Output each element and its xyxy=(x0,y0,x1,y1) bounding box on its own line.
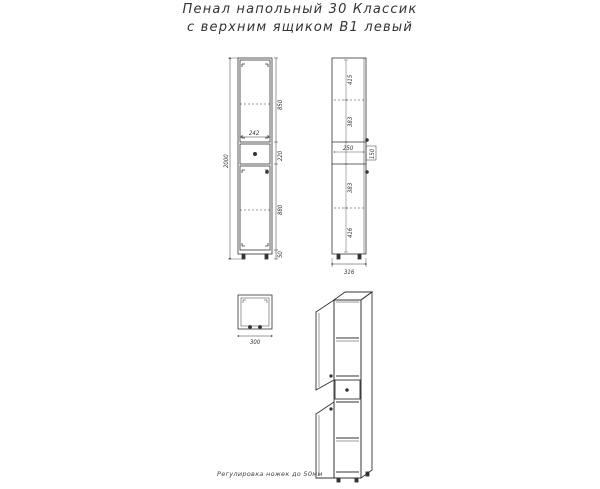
side-body-outline xyxy=(332,58,366,254)
drawing-title-line-2: с верхним ящиком В1 левый xyxy=(186,20,414,35)
isometric-view xyxy=(316,292,372,482)
dim-lower-middle: 383 xyxy=(347,182,354,193)
dim-legs: 50 xyxy=(277,251,284,258)
dim-depth: 316 xyxy=(344,269,355,276)
dim-inner-width: 242 xyxy=(249,130,260,137)
side-leg-right xyxy=(358,254,361,259)
iso-body-side xyxy=(361,292,372,478)
iso-upper-door-handle-icon xyxy=(330,375,332,377)
iso-drawer-knob-icon xyxy=(346,389,349,392)
front-lower-door xyxy=(240,166,270,250)
lower-door-knob-icon xyxy=(266,171,269,174)
top-leg-left-icon xyxy=(249,326,252,329)
side-hinge-lower-icon xyxy=(366,171,369,174)
iso-lower-door-handle-icon xyxy=(330,408,332,410)
dim-drawer-depth: 250 xyxy=(343,145,354,152)
top-leg-right-icon xyxy=(259,326,262,329)
top-view xyxy=(238,295,272,336)
drawing-title-line-1: Пенал напольный 30 Классик xyxy=(182,2,418,17)
front-leg-right xyxy=(265,254,268,259)
drawer-knob-icon xyxy=(253,152,256,155)
dim-drawer: 220 xyxy=(277,150,284,161)
dim-upper-door: 850 xyxy=(277,99,284,110)
dim-lower-door: 880 xyxy=(277,204,284,215)
front-lower-door-corners xyxy=(242,170,268,246)
side-hinge-upper-icon xyxy=(366,139,369,142)
dim-lower-shelf: 416 xyxy=(347,227,354,238)
leg-adjustment-note: Регулировка ножек до 50мм xyxy=(217,470,323,478)
dim-drawer-height: 150 xyxy=(369,148,376,159)
dim-top-width: 300 xyxy=(250,339,261,346)
side-view xyxy=(332,58,376,267)
front-upper-door-corners xyxy=(242,64,268,138)
front-leg-left xyxy=(242,254,245,259)
dim-total-height: 2000 xyxy=(223,154,230,168)
side-leg-left xyxy=(337,254,340,259)
dim-upper-shelf: 415 xyxy=(347,74,354,85)
front-view xyxy=(228,58,278,259)
dim-upper-middle: 383 xyxy=(347,116,354,127)
iso-lower-door xyxy=(316,402,334,478)
